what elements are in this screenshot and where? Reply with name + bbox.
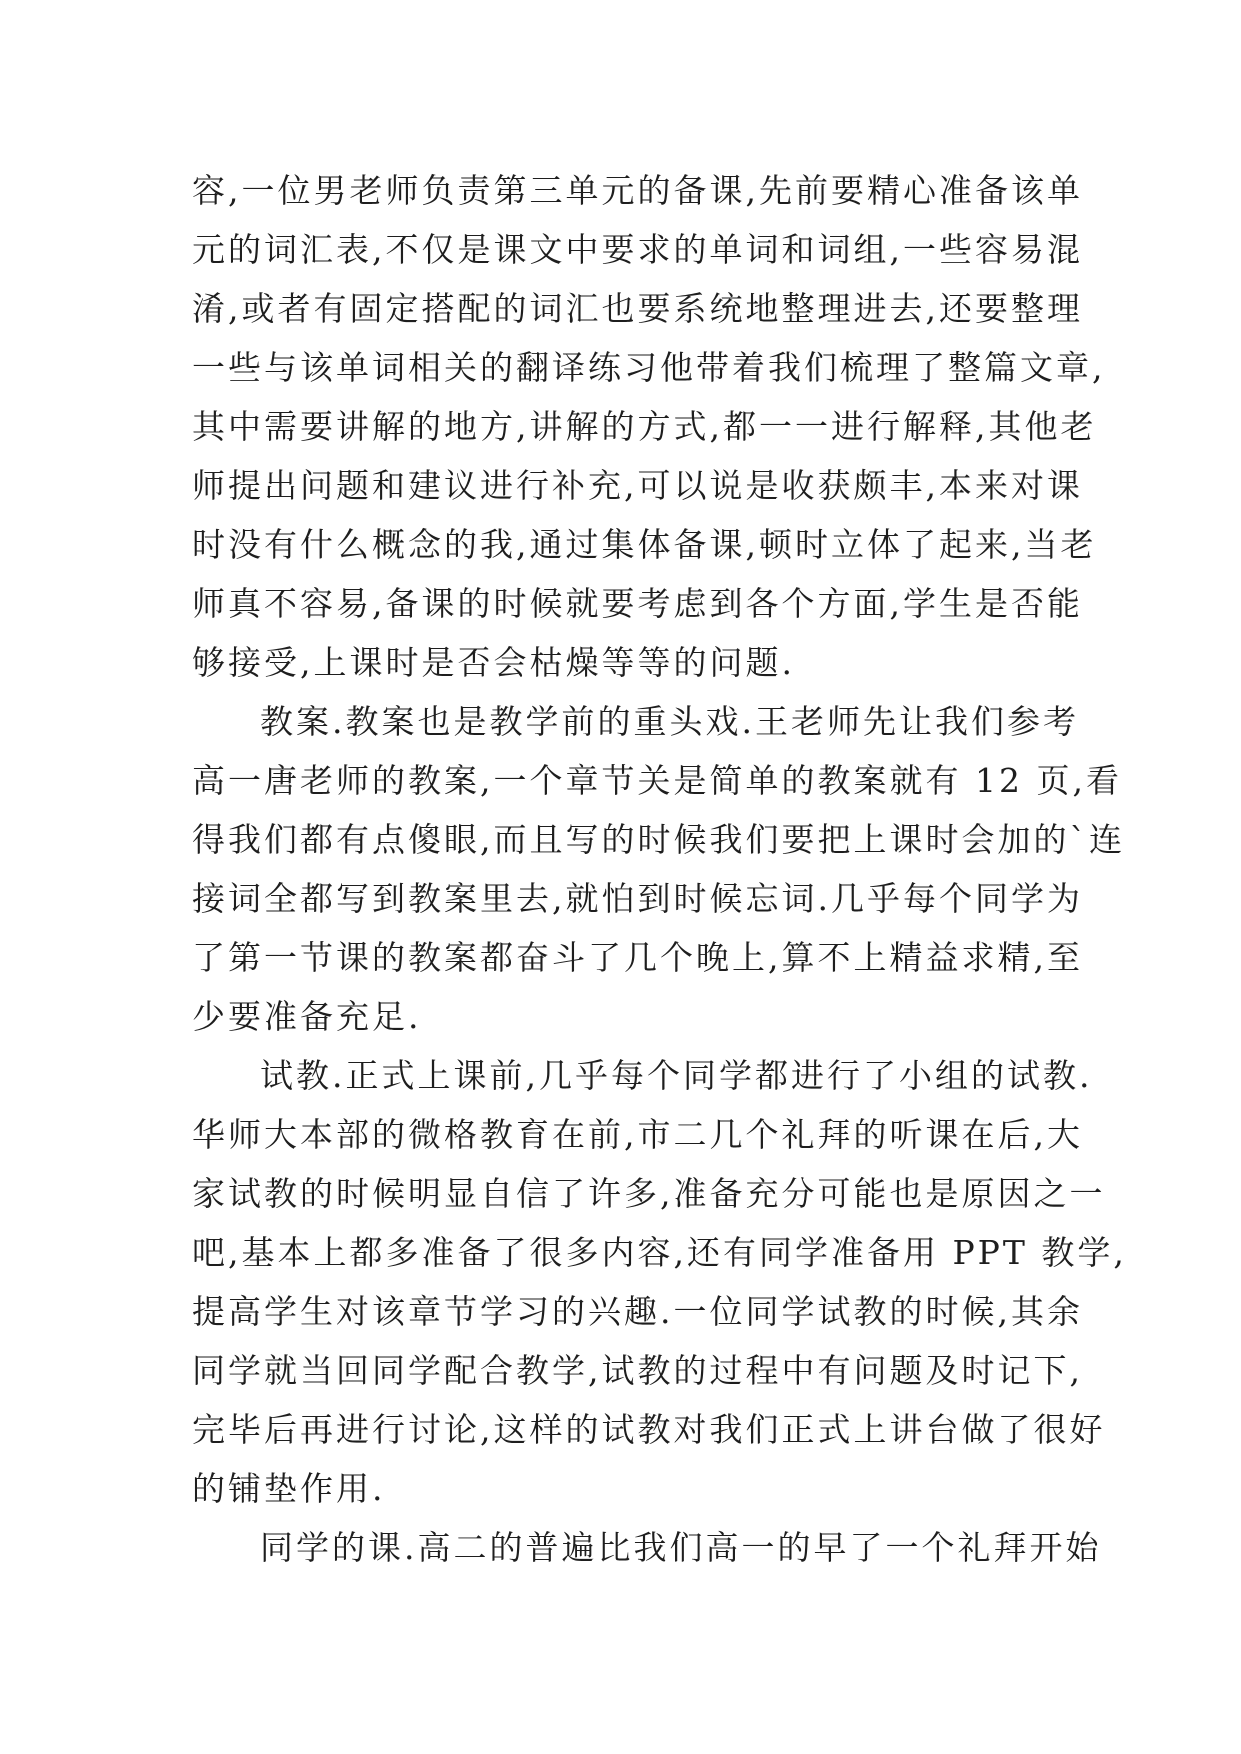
text-line: 一些与该单词相关的翻译练习他带着我们梳理了整篇文章, bbox=[192, 348, 1106, 387]
text-line: 了第一节课的教案都奋斗了几个晚上,算不上精益求精,至 bbox=[192, 938, 1083, 977]
body-text bbox=[192, 161, 1127, 1577]
text-line: 师提出问题和建议进行补充,可以说是收获颇丰,本来对课 bbox=[192, 466, 1083, 505]
text-line: 吧,基本上都多准备了很多内容,还有同学准备用 PPT 教学, bbox=[192, 1233, 1127, 1272]
paragraph-first-line: 试教.正式上课前,几乎每个同学都进行了小组的试教. bbox=[260, 1056, 1093, 1095]
text-line: 高一唐老师的教案,一个章节关是简单的教案就有 12 页,看 bbox=[192, 761, 1122, 800]
text-line: 师真不容易,备课的时候就要考虑到各个方面,学生是否能 bbox=[192, 584, 1083, 623]
text-line: 时没有什么概念的我,通过集体备课,顿时立体了起来,当老 bbox=[192, 525, 1097, 564]
text-line: 少要准备充足. bbox=[192, 997, 422, 1036]
text-line: 得我们都有点傻眼,而且写的时候我们要把上课时会加的`连 bbox=[192, 820, 1125, 859]
text-line: 的铺垫作用. bbox=[192, 1469, 386, 1508]
text-line: 同学就当回同学配合教学,试教的过程中有问题及时记下, bbox=[192, 1351, 1083, 1390]
text-line: 够接受,上课时是否会枯燥等等的问题. bbox=[192, 643, 795, 682]
text-line: 接词全都写到教案里去,就怕到时候忘词.几乎每个同学为 bbox=[192, 879, 1083, 918]
text-line: 完毕后再进行讨论,这样的试教对我们正式上讲台做了很好 bbox=[192, 1410, 1106, 1449]
text-line: 容,一位男老师负责第三单元的备课,先前要精心准备该单 bbox=[192, 171, 1083, 210]
text-line: 提高学生对该章节学习的兴趣.一位同学试教的时候,其余 bbox=[192, 1292, 1083, 1331]
text-line: 华师大本部的微格教育在前,市二几个礼拜的听课在后,大 bbox=[192, 1115, 1083, 1154]
text-line: 淆,或者有固定搭配的词汇也要系统地整理进去,还要整理 bbox=[192, 289, 1083, 328]
paragraph-first-line: 同学的课.高二的普遍比我们高一的早了一个礼拜开始 bbox=[260, 1528, 1102, 1567]
paragraph-first-line: 教案.教案也是教学前的重头戏.王老师先让我们参考 bbox=[260, 702, 1079, 741]
text-line: 家试教的时候明显自信了许多,准备充分可能也是原因之一 bbox=[192, 1174, 1106, 1213]
text-line: 其中需要讲解的地方,讲解的方式,都一一进行解释,其他老 bbox=[192, 407, 1097, 446]
text-line: 元的词汇表,不仅是课文中要求的单词和词组,一些容易混 bbox=[192, 230, 1083, 269]
